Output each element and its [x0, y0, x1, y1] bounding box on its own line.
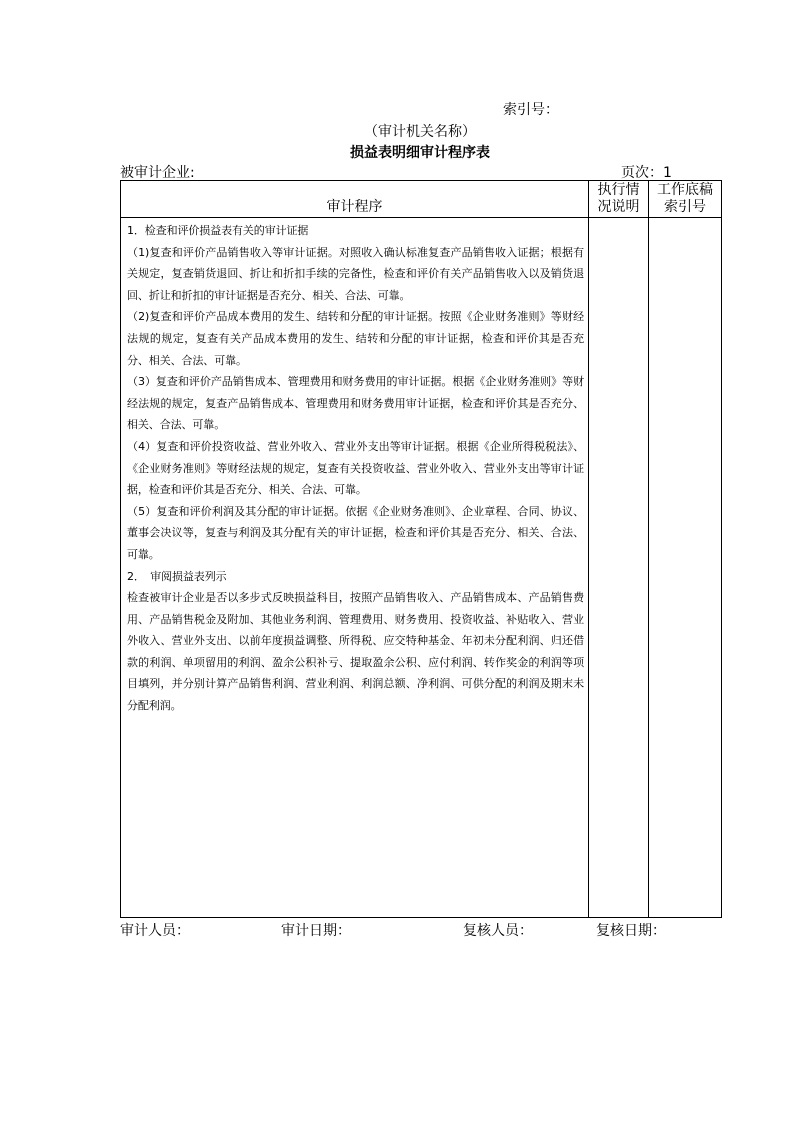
audit-date-label: 审计日期： — [281, 923, 351, 939]
procedure-content-cell — [121, 218, 589, 918]
auditor-label: 审计人员： — [120, 923, 190, 939]
audit-org-name: （审计机关名称） — [364, 124, 476, 140]
document-title: 损益表明细审计程序表 — [350, 145, 490, 161]
paragraph-item-1: （1)复查和评价产品销售收入等审计证据。对照收入确认标准复查产品销售收入证据；根据有关规定，复查销货退回、折让和折扣手续的完备性，检查和评价有关产品销售收入以及销货退回、折让和折扣的审计证据是否充分、相关、合法、可靠。 — [127, 245, 584, 302]
status-header-line-2: 况说明 — [597, 199, 640, 215]
workpaper-header-line-2: 索引号 — [664, 199, 706, 215]
status-column-header — [589, 181, 649, 218]
audited-company-label: 被审计企业: — [120, 165, 195, 181]
reviewer-label: 复核人员： — [463, 923, 533, 939]
index-number-label: 索引号： — [503, 102, 559, 118]
paragraph-item-3: （3）复查和评价产品销售成本、管理费用和财务费用的审计证据。根据《企业财务准则》等财经法规的规定，复查产品销售成本、管理费用和财务费用审计证据，检查和评价其是否充分、相关、合法、可靠。 — [127, 375, 584, 432]
paragraph-section-2-body: 检查被审计企业是否以多步式反映损益科目，按照产品销售收入、产品销售成本、产品销售费用、产品销售税金及附加、其他业务利润、管理费用、财务费用、投资收益、补贴收入、营业外收入、营业外支出、以前年度损益调整、所得税、应交特种基金、年初未分配利润、归还借款的利润、单项留用的利润、盈余公积补亏、提取盈余公积、应付利润、转作奖金的利润等项目填列，并分别计算产品销售利润、营业利润、利润总额、净利润、可供分配的利润及期末未分配利润。 — [127, 591, 584, 713]
paragraph-section-1-heading: 1．检查和评价损益表有关的审计证据 — [127, 224, 309, 237]
audit-procedure-table — [120, 180, 722, 918]
paragraph-item-4: （4）复查和评价投资收益、营业外收入、营业外支出等审计证据。根据《企业所得税税法》、《企业财务准则》等财经法规的规定，复查有关投资收益、营业外收入、营业外支出等审计证据，检查和评价其是否充分、相关、合法、可靠。 — [127, 439, 584, 497]
review-date-label: 复核日期： — [596, 923, 666, 939]
status-cell[interactable] — [589, 218, 649, 918]
paragraph-item-5: （5）复查和评价利润及其分配的审计证据。依据《企业财务准则》、企业章程、合同、协议、董事会决议等，复查与利润及其分配有关的审计证据，检查和评价其是否充分、相关、合法、可靠。 — [127, 504, 584, 561]
table-row — [121, 218, 722, 918]
workpaper-index-cell[interactable] — [649, 218, 722, 918]
status-header-line-1: 执行情 — [597, 182, 640, 198]
paragraph-section-2-heading: 2． 审阅损益表列示 — [127, 569, 227, 583]
workpaper-column-header — [649, 181, 722, 218]
paragraph-item-2: （2)复查和评价产品成本费用的发生、结转和分配的审计证据。按照《企业财务准则》等财经法规的规定，复查有关产品成本费用的发生、结转和分配的审计证据，检查和评价其是否充分、相关、合法、可靠。 — [127, 310, 584, 367]
workpaper-header-line-1: 工作底稿 — [657, 182, 713, 198]
table-header-row — [121, 181, 722, 218]
page-number-label: 页次：1 — [621, 165, 672, 181]
procedure-column-header: 审计程序 — [121, 181, 589, 218]
